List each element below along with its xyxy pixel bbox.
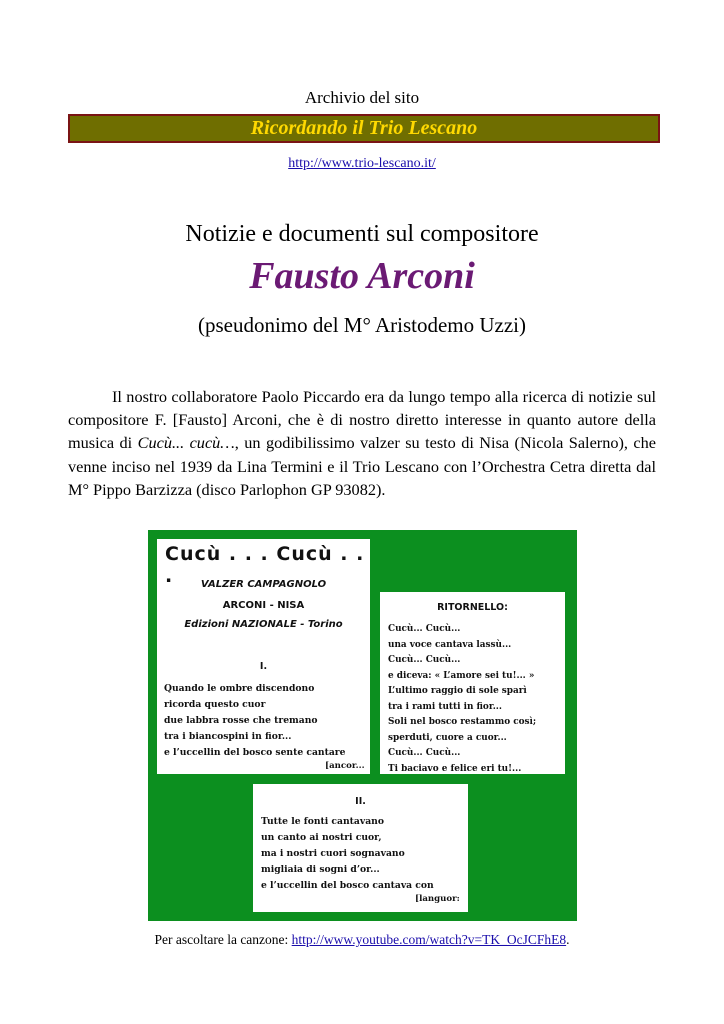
- pseudonym-note: (pseudonimo del M° Aristodemo Uzzi): [197, 313, 526, 337]
- verse-line: Cucù... Cucù...: [388, 748, 461, 758]
- verse-line: una voce cantava lassù...: [388, 639, 512, 650]
- verse-line: tra i rami tutti in fior...: [388, 701, 502, 712]
- refrain-card: [380, 592, 565, 774]
- verse-line: e l’uccellin del bosco sente cantare: [164, 747, 346, 758]
- verse-line: Cucù... Cucù...: [388, 624, 461, 634]
- intro-text-a: Il nostro collaboratore Paolo Piccardo era da lungo tempo alla ricerca di notizie sul compositore F. [Fausto] Arconi, che è di nostro diretto interesse in quanto autore della musica di: [68, 387, 656, 453]
- verse2-heading: II.: [355, 796, 366, 807]
- intro-paragraph: [68, 385, 656, 501]
- verse-line: ricorda questo cuor: [164, 699, 266, 710]
- verse-line: tra i biancospini in fior...: [164, 731, 292, 742]
- youtube-link[interactable]: http://www.youtube.com/watch?v=TK_OcJCFhE8: [291, 932, 567, 947]
- verse-line: sperduti, cuore a cuor...: [388, 732, 507, 743]
- song-title-inline: Cucù... cucù…: [137, 433, 235, 453]
- archive-label: Archivio del sito: [304, 88, 420, 107]
- composer-name: Fausto Arconi: [249, 255, 475, 297]
- listen-label: Per ascoltare la canzone:: [154, 932, 292, 947]
- verse-line: L’ultimo raggio di sole sparì: [388, 686, 527, 696]
- verse-line: migliaia di sogni d’or...: [261, 864, 380, 875]
- intro-text-b: , un godibilissimo valzer su testo di Nisa (Nicola Salerno), che venne inciso nel 1939 da Lina Termini e il Trio Lescano con l’Orchestra Cetra diretta dal M° Pippo Barzizza (disco Parlophon GP 93082).: [68, 433, 657, 499]
- score-song-title: Cucù . . . Cucù . . .: [165, 543, 365, 587]
- verse-line: due labbra rosse che tremano: [164, 715, 318, 726]
- verse-line: Cucù... Cucù...: [388, 655, 461, 665]
- verse-line: Quando le ombre discendono: [164, 683, 315, 694]
- site-banner: [68, 114, 660, 143]
- score-authors: ARCONI - NISA: [222, 600, 305, 611]
- verse2-continuation: [languor:: [415, 894, 460, 904]
- refrain-heading: RITORNELLO:: [437, 602, 508, 613]
- verse-line: Soli nel bosco restammo così;: [388, 717, 537, 727]
- site-link[interactable]: http://www.trio-lescano.it/: [288, 156, 436, 171]
- listen-line: [0, 932, 724, 948]
- listen-period: .: [566, 932, 570, 947]
- verse1-heading: I.: [259, 661, 268, 672]
- banner-title: Ricordando il Trio Lescano: [250, 117, 478, 139]
- verse1-continuation: [ancor...: [325, 761, 365, 771]
- verse2-card: [253, 784, 468, 912]
- verse2-lines: [261, 814, 434, 894]
- verse-line: Ti baciavo e felice eri tu!...: [388, 763, 522, 774]
- verse-line: e diceva: « L’amore sei tu!... »: [388, 670, 535, 681]
- verse-line: Tutte le fonti cantavano: [261, 816, 384, 827]
- score-title-card: [157, 539, 370, 774]
- refrain-lines: [388, 622, 536, 777]
- sheet-music-image: [148, 530, 577, 921]
- verse1-lines: [164, 681, 346, 761]
- score-genre: VALZER CAMPAGNOLO: [200, 579, 327, 590]
- verse-line: un canto ai nostri cuor,: [261, 832, 382, 843]
- score-publisher: Edizioni NAZIONALE - Torino: [184, 619, 343, 630]
- verse-line: ma i nostri cuori sognavano: [261, 848, 405, 859]
- page-subtitle: Notizie e documenti sul compositore: [185, 221, 539, 247]
- verse-line: e l’uccellin del bosco cantava con: [261, 880, 434, 891]
